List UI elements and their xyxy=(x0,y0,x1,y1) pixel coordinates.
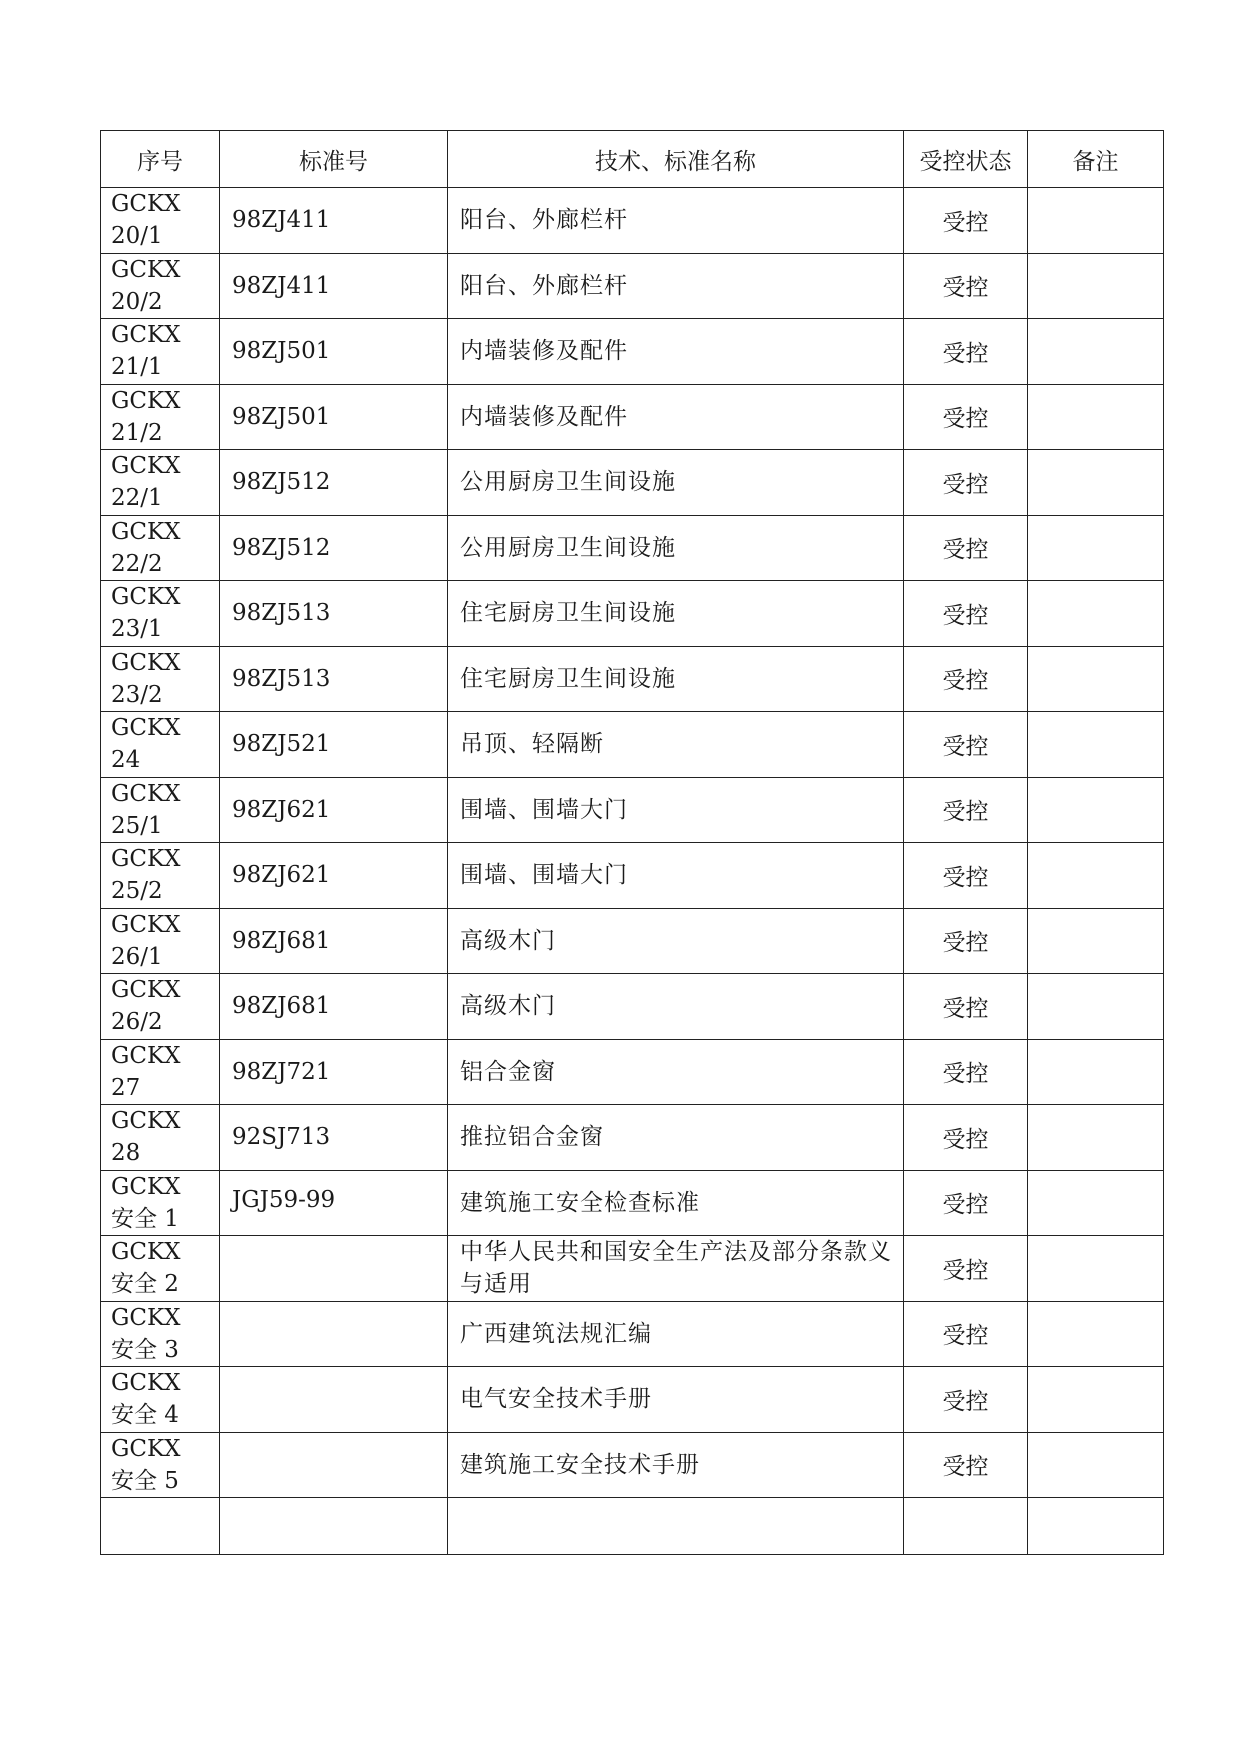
standard-number-cell: 98ZJ411 xyxy=(220,253,448,319)
seq-cell xyxy=(101,384,220,450)
table-row xyxy=(101,1301,1164,1367)
table-row xyxy=(101,1039,1164,1105)
standard-name-cell: 高级木门 xyxy=(448,908,904,974)
seq-number: 23/2 xyxy=(111,681,163,708)
seq-cell xyxy=(101,188,220,254)
seq-cell xyxy=(101,1367,220,1433)
standard-name-cell: 吊顶、轻隔断 xyxy=(448,712,904,778)
table-row xyxy=(101,1105,1164,1171)
seq-number: 25/2 xyxy=(111,878,163,905)
standard-name-cell: 高级木门 xyxy=(448,974,904,1040)
standard-number-cell: 98ZJ521 xyxy=(220,712,448,778)
control-status-cell: 受控 xyxy=(904,1301,1028,1367)
seq-number: 21/2 xyxy=(111,419,163,446)
seq-cell xyxy=(101,1170,220,1236)
standard-number-cell: 98ZJ513 xyxy=(220,581,448,647)
seq-number: 27 xyxy=(111,1074,141,1101)
seq-number: 安全 5 xyxy=(111,1467,179,1494)
control-status-cell: 受控 xyxy=(904,384,1028,450)
seq-cell xyxy=(101,1236,220,1302)
remarks-cell xyxy=(1028,646,1164,712)
standard-name-cell: 阳台、外廊栏杆 xyxy=(448,188,904,254)
table-row-empty xyxy=(101,1498,1164,1555)
seq-number: 22/2 xyxy=(111,550,163,577)
empty-cell xyxy=(220,1498,448,1555)
table-row xyxy=(101,1170,1164,1236)
control-status-cell: 受控 xyxy=(904,1170,1028,1236)
standard-number-cell xyxy=(220,1301,448,1367)
seq-number: 安全 4 xyxy=(111,1402,179,1429)
standard-name-cell: 住宅厨房卫生间设施 xyxy=(448,581,904,647)
seq-number: 安全 2 xyxy=(111,1271,179,1298)
seq-prefix: GCKX xyxy=(111,453,181,480)
standard-number-cell: 98ZJ411 xyxy=(220,188,448,254)
remarks-cell xyxy=(1028,843,1164,909)
standard-name-cell: 围墙、围墙大门 xyxy=(448,843,904,909)
control-status-cell: 受控 xyxy=(904,1432,1028,1498)
seq-prefix: GCKX xyxy=(111,518,181,545)
header-seq: 序号 xyxy=(101,131,220,188)
control-status-cell: 受控 xyxy=(904,712,1028,778)
control-status-cell: 受控 xyxy=(904,908,1028,974)
seq-cell xyxy=(101,843,220,909)
standard-number-cell: 98ZJ721 xyxy=(220,1039,448,1105)
remarks-cell xyxy=(1028,188,1164,254)
control-status-cell: 受控 xyxy=(904,1236,1028,1302)
standard-name-cell: 内墙装修及配件 xyxy=(448,384,904,450)
seq-cell xyxy=(101,974,220,1040)
standard-name-cell: 铝合金窗 xyxy=(448,1039,904,1105)
empty-cell xyxy=(101,1498,220,1555)
table-row xyxy=(101,1236,1164,1302)
seq-number: 22/1 xyxy=(111,485,163,512)
control-status-cell: 受控 xyxy=(904,974,1028,1040)
seq-prefix: GCKX xyxy=(111,977,181,1004)
control-status-cell: 受控 xyxy=(904,777,1028,843)
seq-number: 28 xyxy=(111,1140,141,1167)
seq-prefix: GCKX xyxy=(111,1042,181,1069)
seq-number: 安全 1 xyxy=(111,1205,179,1232)
standard-number-cell: 98ZJ512 xyxy=(220,450,448,516)
seq-cell xyxy=(101,908,220,974)
standard-name-cell: 建筑施工安全检查标准 xyxy=(448,1170,904,1236)
standard-number-cell: 92SJ713 xyxy=(220,1105,448,1171)
remarks-cell xyxy=(1028,515,1164,581)
control-status-cell: 受控 xyxy=(904,581,1028,647)
table-header xyxy=(101,131,1164,188)
control-status-cell: 受控 xyxy=(904,843,1028,909)
remarks-cell xyxy=(1028,777,1164,843)
seq-prefix: GCKX xyxy=(111,1108,181,1135)
seq-cell xyxy=(101,646,220,712)
seq-number: 23/1 xyxy=(111,616,163,643)
header-standard-name: 技术、标准名称 xyxy=(448,131,904,188)
standard-name-cell: 中华人民共和国安全生产法及部分条款义与适用 xyxy=(448,1236,904,1302)
control-status-cell: 受控 xyxy=(904,1039,1028,1105)
seq-cell xyxy=(101,515,220,581)
standard-name-cell: 公用厨房卫生间设施 xyxy=(448,515,904,581)
empty-cell xyxy=(448,1498,904,1555)
table-row xyxy=(101,188,1164,254)
remarks-cell xyxy=(1028,1301,1164,1367)
remarks-cell xyxy=(1028,974,1164,1040)
seq-prefix: GCKX xyxy=(111,780,181,807)
standard-number-cell xyxy=(220,1367,448,1433)
seq-prefix: GCKX xyxy=(111,1435,181,1462)
remarks-cell xyxy=(1028,450,1164,516)
standard-number-cell: 98ZJ681 xyxy=(220,974,448,1040)
seq-number: 25/1 xyxy=(111,812,163,839)
standard-number-cell: JGJ59-99 xyxy=(220,1170,448,1236)
standard-number-cell xyxy=(220,1432,448,1498)
header-remarks: 备注 xyxy=(1028,131,1164,188)
seq-prefix: GCKX xyxy=(111,387,181,414)
remarks-cell xyxy=(1028,253,1164,319)
remarks-cell xyxy=(1028,1367,1164,1433)
control-status-cell: 受控 xyxy=(904,646,1028,712)
table-row xyxy=(101,253,1164,319)
standard-number-cell: 98ZJ501 xyxy=(220,319,448,385)
control-status-cell: 受控 xyxy=(904,319,1028,385)
standard-name-cell: 围墙、围墙大门 xyxy=(448,777,904,843)
table-row xyxy=(101,581,1164,647)
control-status-cell: 受控 xyxy=(904,1367,1028,1433)
header-control-status: 受控状态 xyxy=(904,131,1028,188)
seq-cell xyxy=(101,1105,220,1171)
standards-register-table xyxy=(100,130,1164,1555)
table-row xyxy=(101,1367,1164,1433)
remarks-cell xyxy=(1028,1039,1164,1105)
seq-cell xyxy=(101,1039,220,1105)
table-row xyxy=(101,777,1164,843)
standard-name-cell: 建筑施工安全技术手册 xyxy=(448,1432,904,1498)
seq-number: 安全 3 xyxy=(111,1336,179,1363)
remarks-cell xyxy=(1028,1432,1164,1498)
header-row xyxy=(101,131,1164,188)
header-standard-number: 标准号 xyxy=(220,131,448,188)
seq-number: 26/2 xyxy=(111,1009,163,1036)
table-row xyxy=(101,384,1164,450)
standard-number-cell xyxy=(220,1236,448,1302)
seq-cell xyxy=(101,319,220,385)
seq-prefix: GCKX xyxy=(111,715,181,742)
seq-cell xyxy=(101,581,220,647)
remarks-cell xyxy=(1028,319,1164,385)
remarks-cell xyxy=(1028,908,1164,974)
seq-prefix: GCKX xyxy=(111,191,181,218)
remarks-cell xyxy=(1028,581,1164,647)
standard-name-cell: 阳台、外廊栏杆 xyxy=(448,253,904,319)
table-row xyxy=(101,1432,1164,1498)
control-status-cell: 受控 xyxy=(904,450,1028,516)
table-row xyxy=(101,646,1164,712)
seq-prefix: GCKX xyxy=(111,584,181,611)
standard-number-cell: 98ZJ512 xyxy=(220,515,448,581)
table-row xyxy=(101,908,1164,974)
seq-prefix: GCKX xyxy=(111,846,181,873)
remarks-cell xyxy=(1028,1105,1164,1171)
seq-number: 26/1 xyxy=(111,943,163,970)
table-row xyxy=(101,450,1164,516)
standard-number-cell: 98ZJ501 xyxy=(220,384,448,450)
table-row xyxy=(101,974,1164,1040)
standard-number-cell: 98ZJ621 xyxy=(220,843,448,909)
standard-number-cell: 98ZJ621 xyxy=(220,777,448,843)
seq-number: 20/2 xyxy=(111,288,163,315)
table-row xyxy=(101,515,1164,581)
seq-prefix: GCKX xyxy=(111,322,181,349)
seq-prefix: GCKX xyxy=(111,1304,181,1331)
remarks-cell xyxy=(1028,384,1164,450)
seq-prefix: GCKX xyxy=(111,1239,181,1266)
empty-cell xyxy=(904,1498,1028,1555)
table-row xyxy=(101,712,1164,778)
seq-number: 20/1 xyxy=(111,223,163,250)
standard-number-cell: 98ZJ681 xyxy=(220,908,448,974)
seq-prefix: GCKX xyxy=(111,1173,181,1200)
seq-cell xyxy=(101,712,220,778)
empty-cell xyxy=(1028,1498,1164,1555)
seq-cell xyxy=(101,777,220,843)
standard-name-cell: 电气安全技术手册 xyxy=(448,1367,904,1433)
standard-name-cell: 公用厨房卫生间设施 xyxy=(448,450,904,516)
seq-cell xyxy=(101,1432,220,1498)
table-row xyxy=(101,843,1164,909)
standard-name-cell: 广西建筑法规汇编 xyxy=(448,1301,904,1367)
table-row xyxy=(101,319,1164,385)
standard-name-cell: 内墙装修及配件 xyxy=(448,319,904,385)
seq-number: 21/1 xyxy=(111,354,163,381)
seq-prefix: GCKX xyxy=(111,256,181,283)
remarks-cell xyxy=(1028,1170,1164,1236)
standard-name-cell: 推拉铝合金窗 xyxy=(448,1105,904,1171)
seq-number: 24 xyxy=(111,747,141,774)
seq-cell xyxy=(101,253,220,319)
table-body xyxy=(101,188,1164,1555)
standard-number-cell: 98ZJ513 xyxy=(220,646,448,712)
control-status-cell: 受控 xyxy=(904,515,1028,581)
control-status-cell: 受控 xyxy=(904,188,1028,254)
seq-prefix: GCKX xyxy=(111,649,181,676)
seq-prefix: GCKX xyxy=(111,1370,181,1397)
control-status-cell: 受控 xyxy=(904,253,1028,319)
standard-name-cell: 住宅厨房卫生间设施 xyxy=(448,646,904,712)
remarks-cell xyxy=(1028,712,1164,778)
seq-prefix: GCKX xyxy=(111,911,181,938)
seq-cell xyxy=(101,1301,220,1367)
control-status-cell: 受控 xyxy=(904,1105,1028,1171)
seq-cell xyxy=(101,450,220,516)
remarks-cell xyxy=(1028,1236,1164,1302)
